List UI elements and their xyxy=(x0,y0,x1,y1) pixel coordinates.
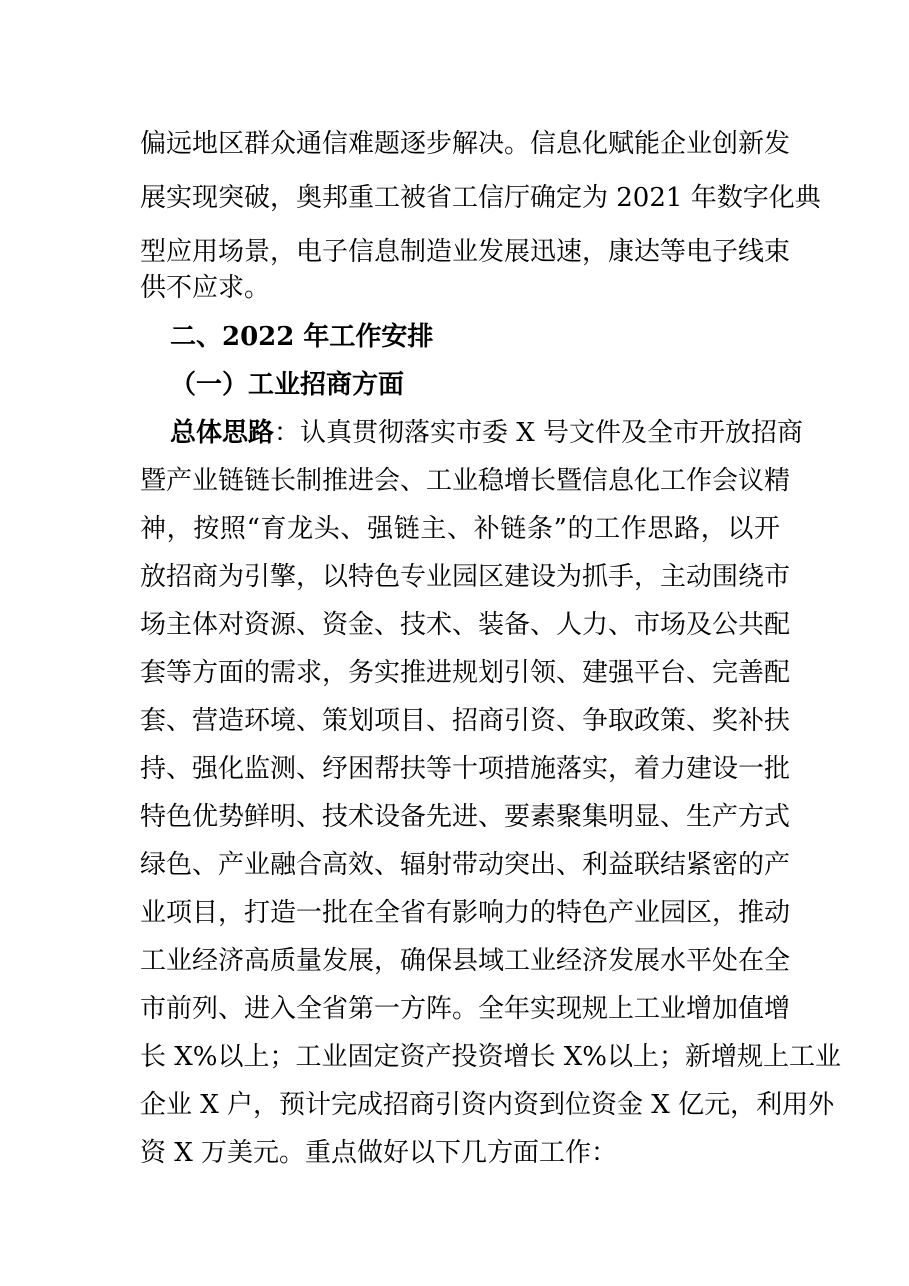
paragraph-line: 放招商为引擎，以特色专业园区建设为抓手，主动围绕市 xyxy=(140,562,791,592)
paragraph-line: 长 X%以上；工业固定资产投资增长 X%以上；新增规上工业 xyxy=(140,1042,841,1072)
section-heading: 二、2022 年工作安排 xyxy=(170,322,434,352)
paragraph-line: 持、强化监测、纾困帮扶等十项措施落实，着力建设一批 xyxy=(140,754,791,784)
paragraph-line: 神，按照“育龙头、强链主、补链条”的工作思路，以开 xyxy=(140,514,780,544)
paragraph-line: 型应用场景，电子信息制造业发展迅速，康达等电子线束 xyxy=(140,237,791,267)
paragraph-line: 市前列、进入全省第一方阵。全年实现规上工业增加值增 xyxy=(140,994,791,1024)
paragraph-line: 业项目，打造一批在全省有影响力的特色产业园区，推动 xyxy=(140,898,791,928)
lead-text: ：认真贯彻落实市委 X 号文件及全市开放招商 xyxy=(274,418,804,448)
paragraph-line: 企业 X 户，预计完成招商引资内资到位资金 X 亿元，利用外 xyxy=(140,1090,835,1120)
paragraph-line: 展实现突破，奥邦重工被省工信厅确定为 2021 年数字化典 xyxy=(140,183,821,213)
paragraph-line: 供不应求。 xyxy=(140,273,271,303)
paragraph-line: 套、营造环境、策划项目、招商引资、争取政策、奖补扶 xyxy=(140,706,791,736)
paragraph-line: 套等方面的需求，务实推进规划引领、建强平台、完善配 xyxy=(140,658,791,688)
paragraph-line: 绿色、产业融合高效、辐射带动突出、利益联结紧密的产 xyxy=(140,850,791,880)
subsection-heading: （一）工业招商方面 xyxy=(170,370,405,400)
lead-label: 总体思路 xyxy=(170,418,275,448)
paragraph-line: 资 X 万美元。重点做好以下几方面工作： xyxy=(140,1138,618,1168)
lead-line xyxy=(170,417,804,449)
paragraph-line: 暨产业链链长制推进会、工业稳增长暨信息化工作会议精 xyxy=(140,466,791,496)
paragraph-line: 偏远地区群众通信难题逐步解决。信息化赋能企业创新发 xyxy=(140,129,791,159)
paragraph-line: 工业经济高质量发展，确保县域工业经济发展水平处在全 xyxy=(140,946,791,976)
paragraph-line: 场主体对资源、资金、技术、装备、人力、市场及公共配 xyxy=(140,610,791,640)
paragraph-line: 特色优势鲜明、技术设备先进、要素聚集明显、生产方式 xyxy=(140,802,791,832)
